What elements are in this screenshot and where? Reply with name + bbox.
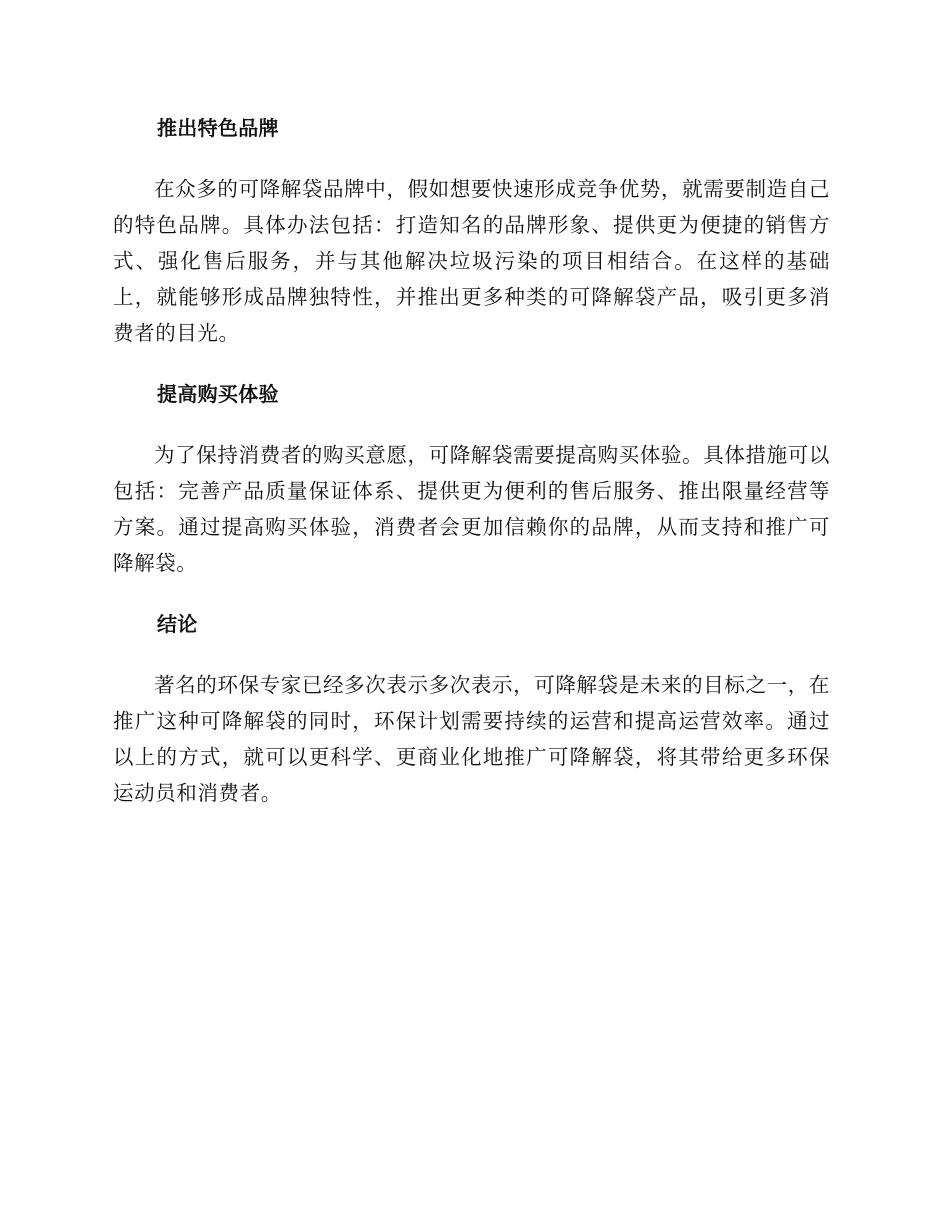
section-paragraph: 为了保持消费者的购买意愿，可降解袋需要提高购买体验。具体措施可以包括：完善产品质量保证体系、提供更为便利的售后服务、推出限量经营等方案。通过提高购买体验，消费者会更加信赖你的品牌，从而支持和推广可降解袋。 — [113, 443, 830, 575]
section-heading: 推出特色品牌 — [157, 116, 279, 140]
section-brand — [113, 110, 830, 351]
section-heading: 结论 — [157, 612, 198, 636]
section-paragraph: 在众多的可降解袋品牌中，假如想要快速形成竞争优势，就需要制造自己的特色品牌。具体办法包括：打造知名的品牌形象、提供更为便捷的销售方式、强化售后服务，并与其他解决垃圾污染的项目相结合。在这样的基础上，就能够形成品牌独特性，并推出更多种类的可降解袋产品，吸引更多消费者的目光。 — [113, 177, 830, 345]
section-heading: 提高购买体验 — [157, 382, 279, 406]
section-paragraph: 著名的环保专家已经多次表示多次表示，可降解袋是未来的目标之一，在推广这种可降解袋的同时，环保计划需要持续的运营和提高运营效率。通过以上的方式，就可以更科学、更商业化地推广可降解袋，将其带给更多环保运动员和消费者。 — [113, 673, 830, 805]
section-conclusion — [113, 606, 830, 811]
section-purchase-experience — [113, 376, 830, 581]
